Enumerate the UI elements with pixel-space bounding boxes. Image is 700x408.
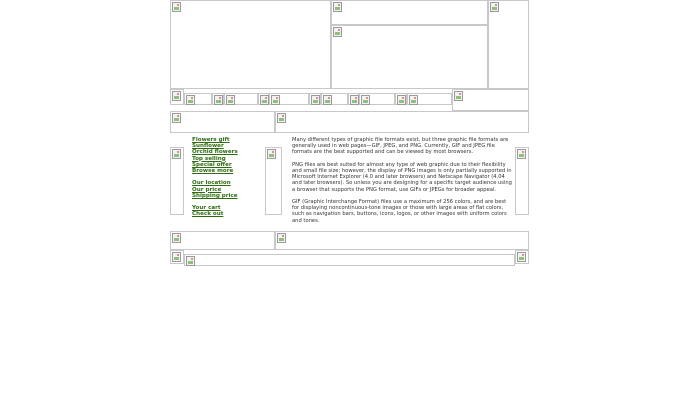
content-paragraph-gif: GIF (Graphic Interchange Format) files use a maximum of 256 colors, and are best for displaying noncontinuous-tone images or those with large areas of flat colors, such as navigation bars, buttons, icons, logos, or other images with uniform colors and tones. [292,199,507,224]
nav-image-12[interactable] [407,93,452,105]
nav-link-special-offer[interactable]: Special offer [192,161,232,168]
broken-image-icon [333,2,342,12]
broken-image-icon [350,95,359,105]
broken-image-icon [172,2,181,12]
nav-image-1[interactable] [170,89,184,105]
nav-link-sunflower[interactable]: Sunflower [192,143,224,150]
broken-image-icon [361,95,370,105]
nav-image-3[interactable] [212,93,224,105]
main-content [292,137,514,230]
footer-image-left [170,231,275,250]
content-paragraph-formats: Many different types of graphic file formats exist, but three graphic file formats are generally used in web pages—GIF, JPEG, and PNG. Currently, GIF and JPEG file formats are the best supported and can be viewed by most browsers. [292,137,509,156]
banner-image-right [275,111,529,133]
broken-image-icon [397,95,406,105]
nav-link-check-out[interactable]: Check out [192,211,224,218]
broken-image-icon [172,149,181,159]
broken-image-icon [267,149,276,159]
sidebar-nav [192,137,264,218]
broken-image-icon [172,233,181,243]
nav-image-11[interactable] [395,93,407,105]
header-image-left [170,0,331,89]
broken-image-icon [277,233,286,243]
nav-image-8[interactable] [321,93,348,105]
nav-image-7[interactable] [309,93,321,105]
bottom-bar-image [184,254,515,266]
nav-image-2[interactable] [184,93,212,105]
left-edge-image [170,147,184,215]
nav-image-6[interactable] [269,93,309,105]
broken-image-icon [172,252,181,262]
nav-divider-image [265,147,282,215]
broken-image-icon [517,149,526,159]
broken-image-icon [311,95,320,105]
broken-image-icon [271,95,280,105]
nav-link-flowers-gift[interactable]: Flowers gift [192,137,230,143]
broken-image-icon [172,91,181,101]
broken-image-icon [333,27,342,37]
broken-image-icon [214,95,223,105]
header-image-top [331,0,488,25]
broken-image-icon [260,95,269,105]
nav-image-10[interactable] [359,93,395,105]
bottom-right-image [515,250,529,264]
nav-link-our-price[interactable]: Our price [192,186,222,193]
broken-image-icon [186,256,195,266]
nav-image-13[interactable] [452,89,529,111]
nav-image-9[interactable] [348,93,359,105]
header-image-middle [331,25,488,89]
nav-link-your-cart[interactable]: Your cart [192,205,221,212]
nav-link-top-selling[interactable]: Top selling [192,155,226,162]
nav-link-our-location[interactable]: Our location [192,180,231,187]
broken-image-icon [277,113,286,123]
broken-image-icon [226,95,235,105]
bottom-left-image [170,250,184,264]
banner-image-left [170,111,275,133]
broken-image-icon [454,91,463,101]
nav-image-5[interactable] [258,93,269,105]
content-paragraph-png: PNG files are best suited for almost any type of web graphic due to their flexibility and small file size; however, the display of PNG images is only partially supported in Microsoft Internet Explorer (4.0 and later browsers) and Netscape Navigator (4.04 and later browsers). So unless you are designing for a specific target audience using a browser that supports the PNG format, use GIFs or JPEGs for broader appeal. [292,161,512,193]
nav-link-shipping-price[interactable]: Shipping price [192,192,238,199]
broken-image-icon [172,113,181,123]
broken-image-icon [490,2,499,12]
nav-link-orchid-flowers[interactable]: Orchid flowers [192,149,238,156]
header-image-right [488,0,529,89]
broken-image-icon [409,95,418,105]
right-edge-image [515,147,529,215]
broken-image-icon [186,95,195,105]
broken-image-icon [323,95,332,105]
nav-image-4[interactable] [224,93,258,105]
footer-image-right [275,231,529,250]
nav-link-browse-more[interactable]: Browse more [192,168,234,175]
broken-image-icon [517,252,526,262]
